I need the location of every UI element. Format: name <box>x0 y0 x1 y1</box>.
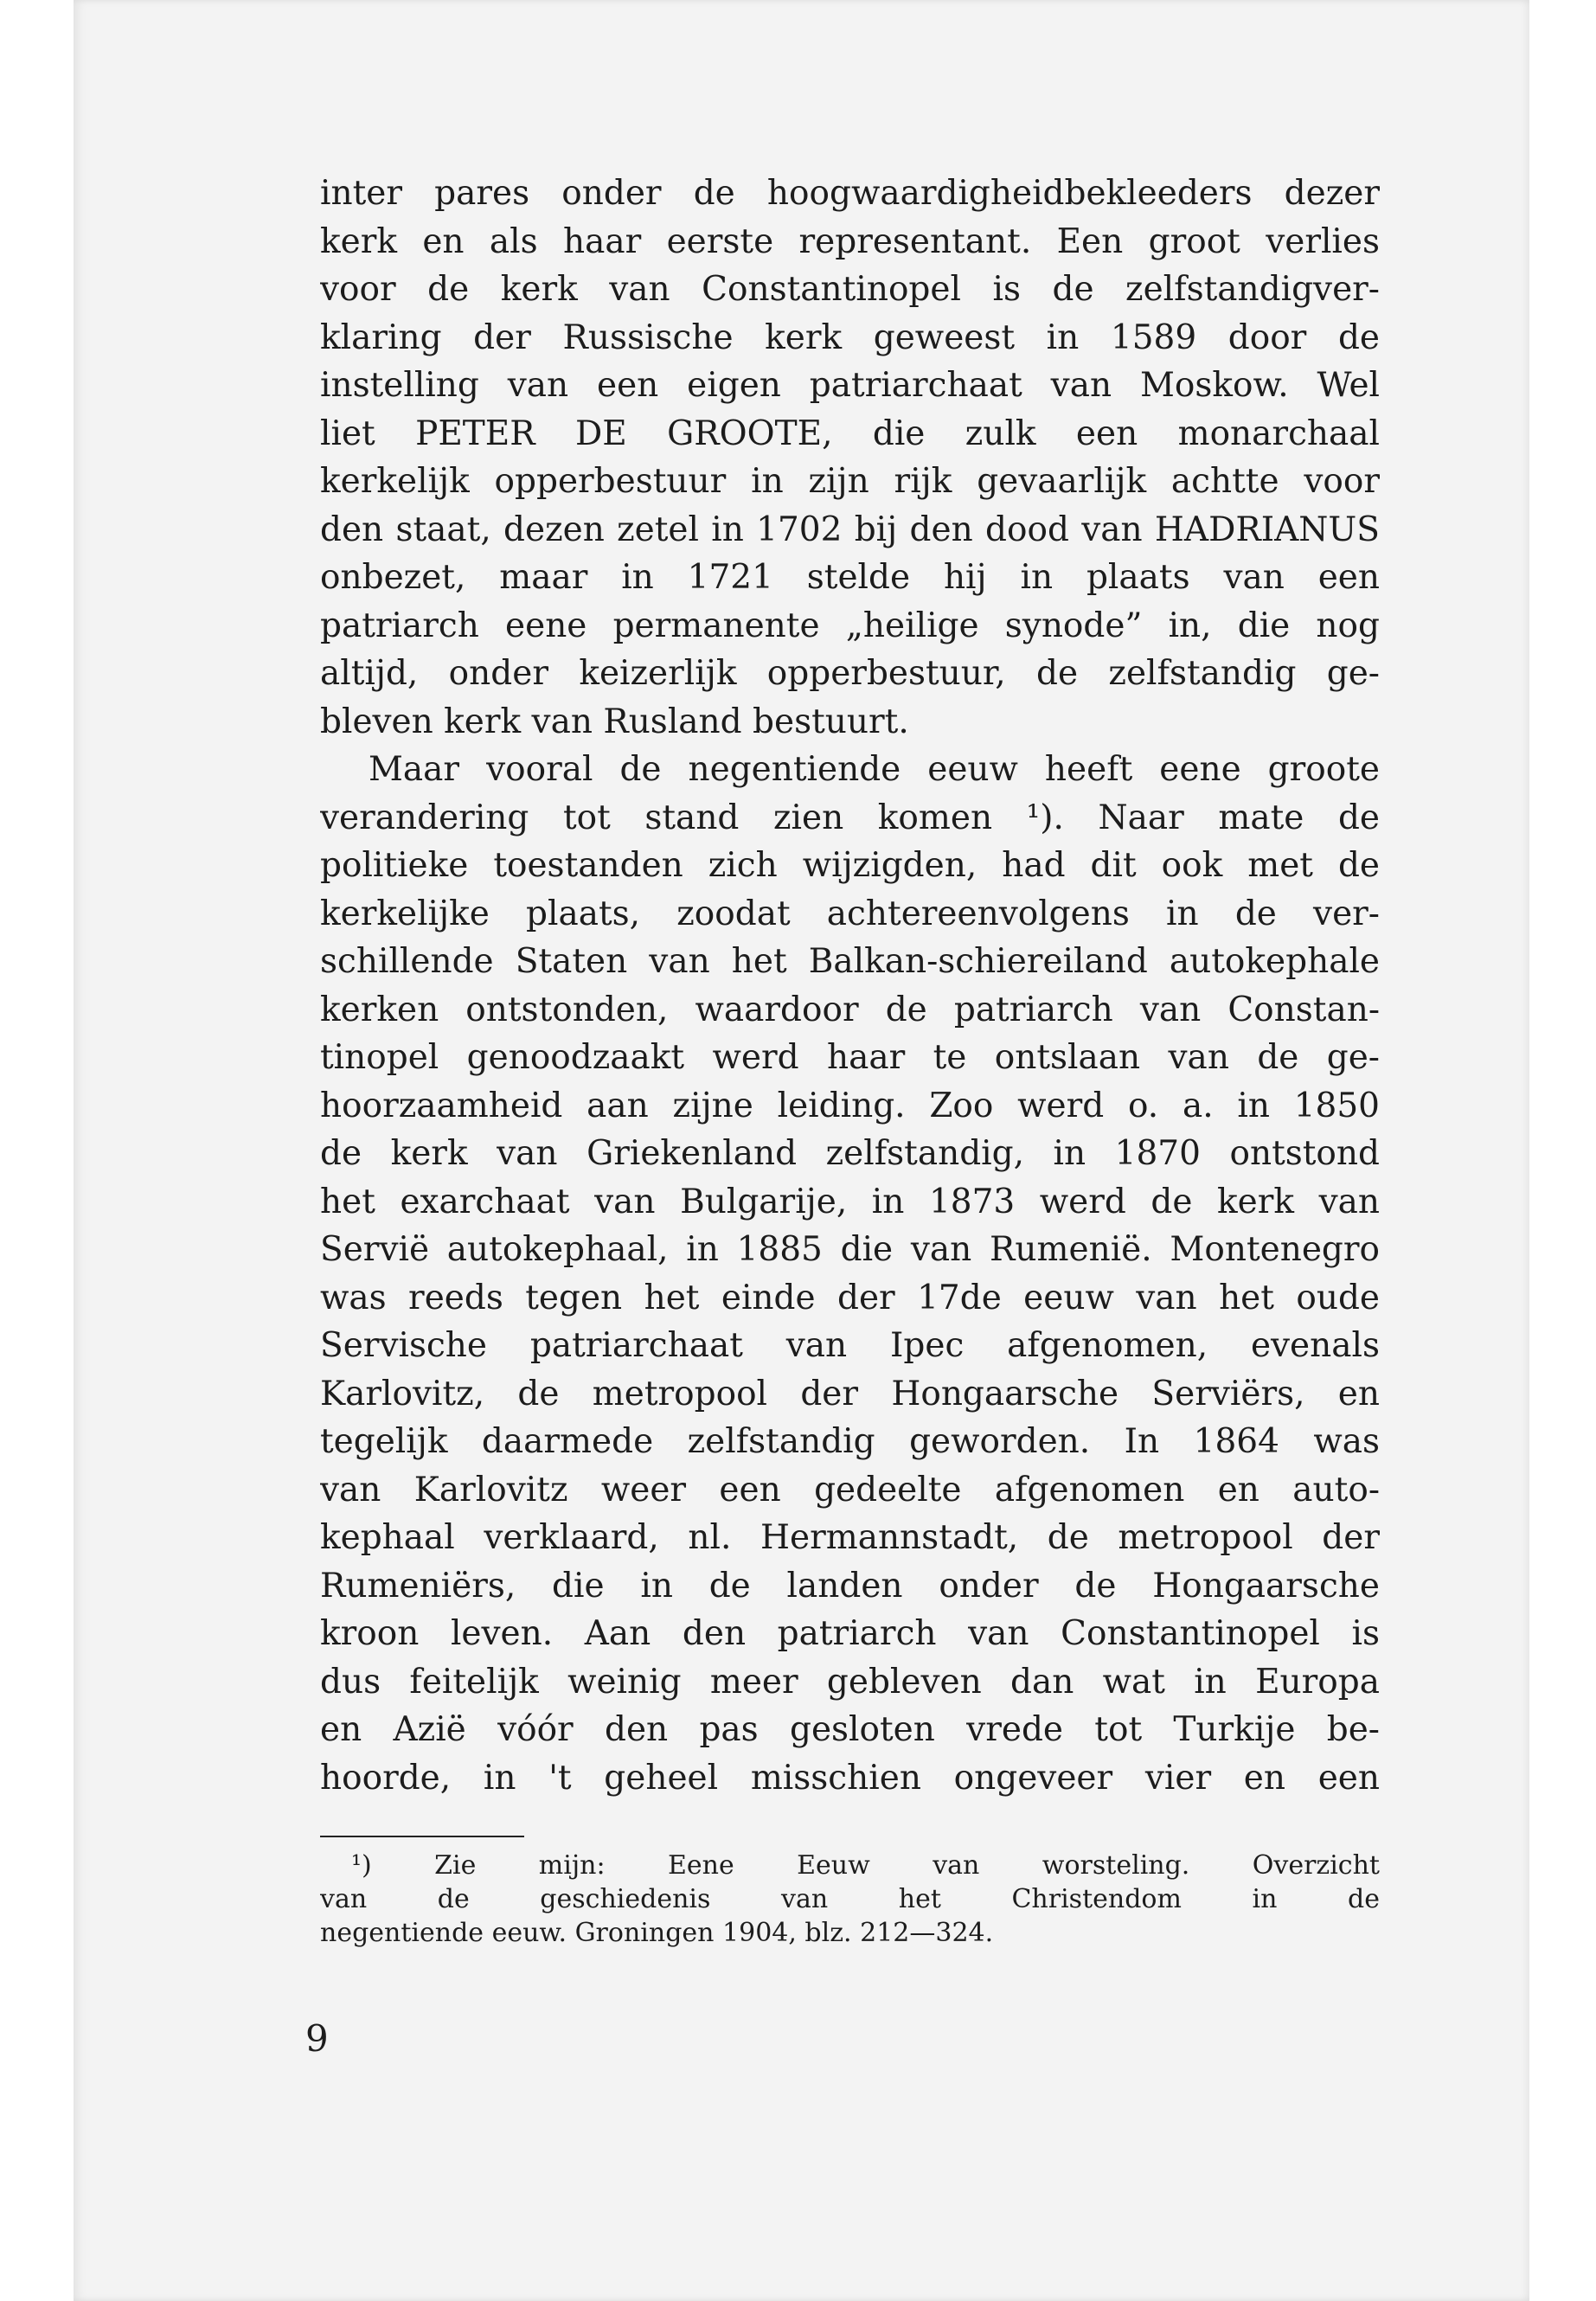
footnote <box>320 1849 1380 1950</box>
text-line: hoorzaamheid aan zijne leiding. Zoo werd o. a. in 1850 <box>320 1086 1380 1125</box>
text-line: was reeds tegen het einde der 17de eeuw van het oude <box>320 1278 1380 1317</box>
text-line: tegelijk daarmede zelfstandig geworden. In 1864 was <box>320 1422 1380 1461</box>
body-text <box>320 170 1380 1802</box>
text-line: Serviё autokephaal, in 1885 die van Rumeniё. Montenegro <box>320 1230 1380 1269</box>
text-line: liet PETER DE GROOTE, die zulk een monarchaal <box>320 413 1380 453</box>
text-line: Rumeniërs, die in de landen onder de Hongaarsche <box>320 1566 1380 1606</box>
text-line: schillende Staten van het Balkan-schiereiland autokephale <box>320 942 1380 981</box>
text-line: inter pares onder de hoogwaardigheidbekleeders dezer <box>320 174 1380 213</box>
text-line: instelling van een eigen patriarchaat van Moskow. Wel <box>320 366 1380 405</box>
text-line: hoorde, in 't geheel misschien ongeveer vier en een <box>320 1758 1380 1798</box>
text-line: voor de kerk van Constantinopel is de zelfstandigver- <box>320 270 1380 309</box>
text-line: het exarchaat van Bulgarije, in 1873 werd de kerk van <box>320 1182 1380 1221</box>
text-line: politieke toestanden zich wijzigden, had dit ook met de <box>320 846 1380 885</box>
footnote-line: negentiende eeuw. Groningen 1904, blz. 212—324. <box>320 1918 994 1948</box>
text-line: altijd, onder keizerlijk opperbestuur, de zelfstandig ge- <box>320 654 1380 693</box>
text-line: dus feitelijk weinig meer gebleven dan wat in Europa <box>320 1662 1380 1702</box>
text-line: kerk en als haar eerste representant. Een groot verlies <box>320 221 1380 261</box>
text-line: Servische patriarchaat van Ipec afgenomen, evenals <box>320 1326 1380 1365</box>
text-line: onbezet, maar in 1721 stelde hij in plaats van een <box>320 558 1380 597</box>
text-line: en Aziё vóór den pas gesloten vrede tot Turkije be- <box>320 1710 1380 1749</box>
text-line: kephaal verklaard, nl. Hermannstadt, de metropool der <box>320 1518 1380 1557</box>
footnote-rule <box>320 1836 524 1837</box>
text-line: de kerk van Griekenland zelfstandig, in 1870 ontstond <box>320 1134 1380 1173</box>
text-line: kerkelijk opperbestuur in zijn rijk gevaarlijk achtte voor <box>320 462 1380 501</box>
footnote-line: van de geschiedenis van het Christendom in de <box>320 1884 1380 1914</box>
text-line: den staat, dezen zetel in 1702 bij den dood van HADRIANUS <box>320 510 1380 549</box>
text-line: van Karlovitz weer een gedeelte afgenomen en auto- <box>320 1470 1380 1509</box>
book-page <box>74 0 1529 2301</box>
text-line: patriarch eene permanente „heilige synode” in, die nog <box>320 606 1380 645</box>
text-line: Maar vooral de negentiende eeuw heeft eene groote <box>369 750 1380 789</box>
footnote-line: ¹) Zie mijn: Eene Eeuw van worsteling. Overzicht <box>351 1850 1380 1881</box>
text-line: bleven kerk van Rusland bestuurt. <box>320 702 909 741</box>
text-line: kerken ontstonden, waardoor de patriarch van Constan- <box>320 990 1380 1029</box>
text-line: kroon leven. Aan den patriarch van Constantinopel is <box>320 1614 1380 1653</box>
text-line: tinopel genoodzaakt werd haar te ontslaan van de ge- <box>320 1038 1380 1077</box>
text-line: verandering tot stand zien komen ¹). Naar mate de <box>320 798 1380 837</box>
text-line: klaring der Russische kerk geweest in 1589 door de <box>320 317 1380 357</box>
page-number: 9 <box>305 2017 329 2060</box>
text-line: Karlovitz, de metropool der Hongaarsche Serviërs, en <box>320 1374 1380 1413</box>
text-line: kerkelijke plaats, zoodat achtereenvolgens in de ver- <box>320 894 1380 933</box>
